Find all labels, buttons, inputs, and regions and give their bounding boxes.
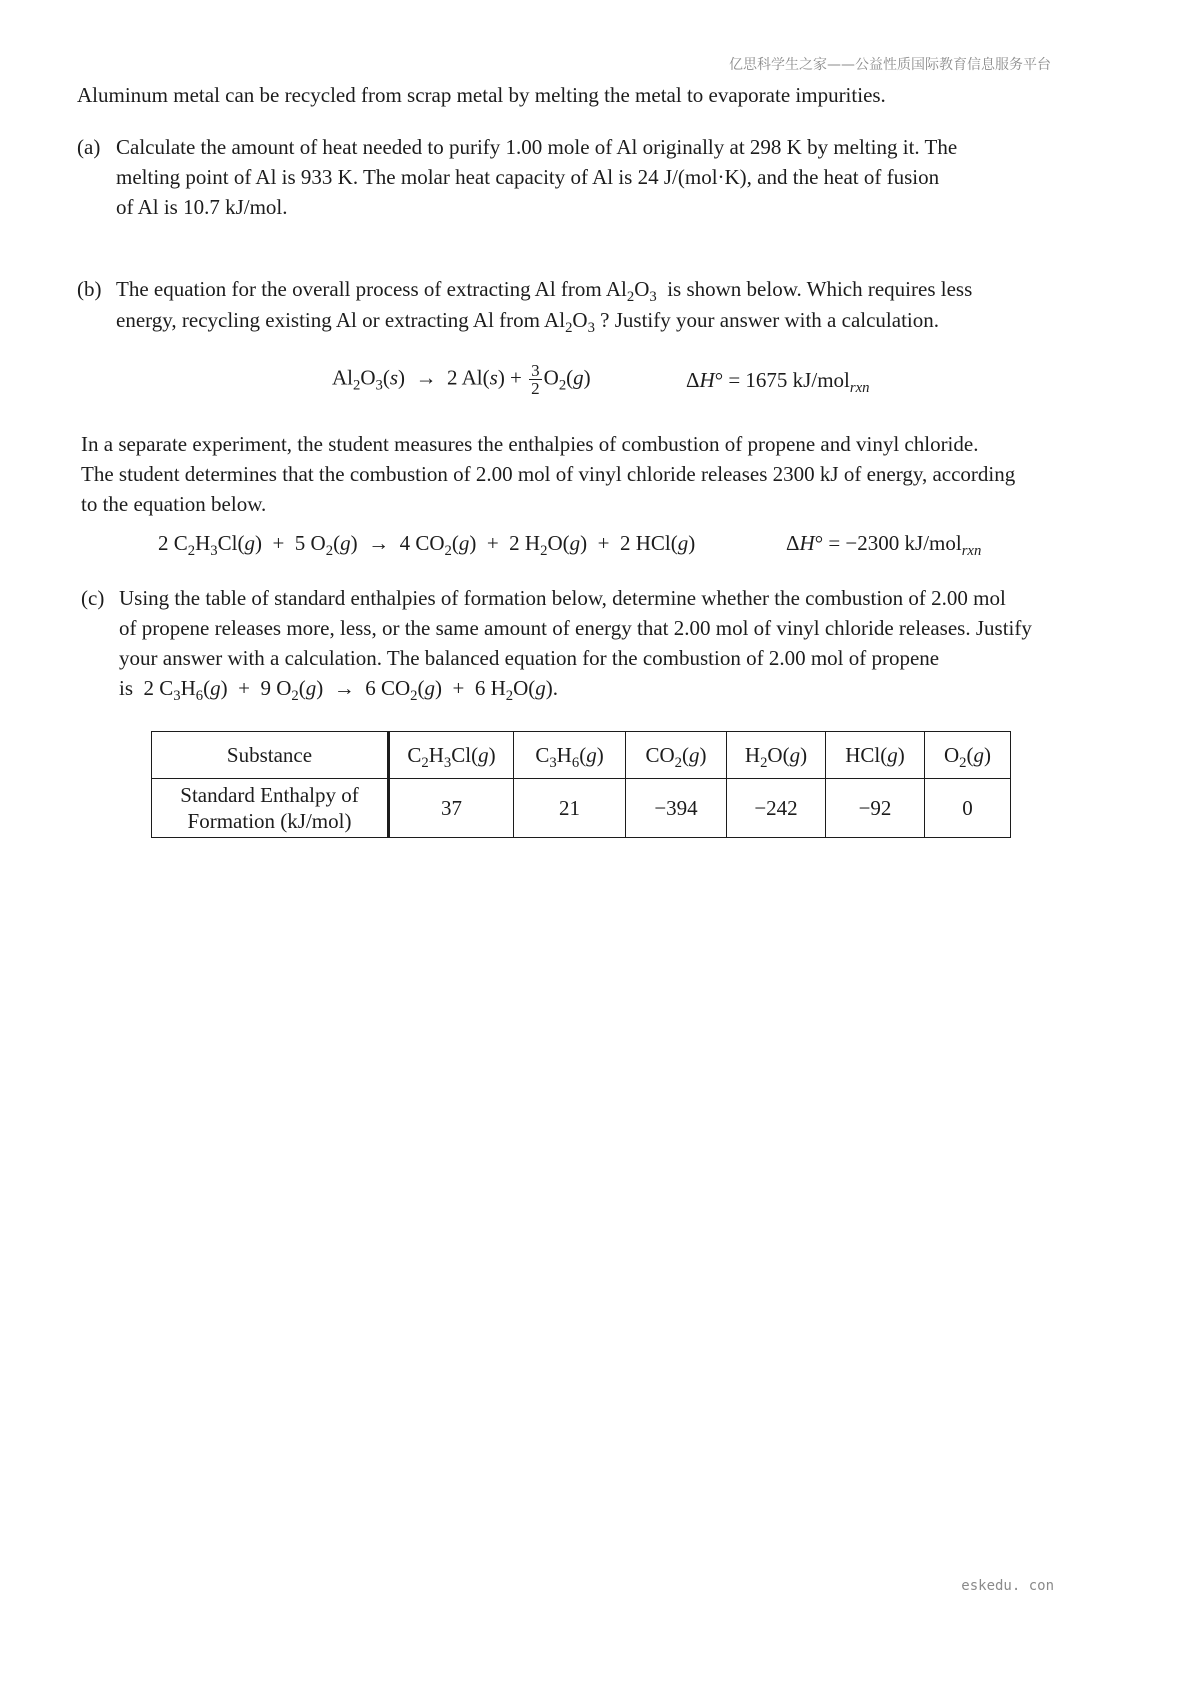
table-cell: 37 (389, 779, 514, 838)
fraction-three-halves: $\frac{3}{2}$ (531, 361, 540, 398)
enthalpy-table (151, 731, 1011, 838)
equation-vinyl-chloride: 2 $C_2H_3Cl(g) + 5$ $O_2(g) \to 4$ $CO_2(g) + 2$ $H_2O(g) + 2$ HCl(g) (158, 531, 696, 560)
part-a-line-3: of Al is 10.7 kJ/mol. (116, 195, 288, 219)
part-a-line-2: melting point of Al is 933 K. The molar heat capacity of Al is 24 J/(mol·K), and the heat of fusion (116, 165, 940, 189)
equation-vinyl-chloride-enthalpy: ΔH° = −2300 kJ/mol$_{rxn}$ (786, 531, 982, 560)
separate-line-3: to the equation below. (81, 492, 267, 516)
table-header-h2o: $H_2O(g)$ (727, 732, 826, 779)
part-b-line-2: energy, recycling existing Al or extracting Al from $Al_2O_3$ ? Justify your answer with a calculation. (116, 308, 939, 337)
part-a-label: (a) (77, 135, 101, 159)
table-cell: 0 (925, 779, 1011, 838)
part-b-label: (b) (77, 277, 102, 301)
part-c-line-1: Using the table of standard enthalpies of formation below, determine whether the combustion of 2.00 mol (119, 586, 1006, 610)
equation-alumina-enthalpy: ΔH° = 1675 kJ/mol$_{rxn}$ (686, 368, 870, 397)
separate-line-2: The student determines that the combustion of 2.00 mol of vinyl chloride releases 2300 kJ of energy, according (81, 462, 1016, 486)
part-a-line-1: Calculate the amount of heat needed to purify 1.00 mole of Al originally at 298 K by melting it. The (116, 135, 958, 159)
part-b-line-1: The equation for the overall process of extracting Al from $Al_2O_3$ is shown below. Which requires less (116, 277, 973, 306)
separate-line-1: In a separate experiment, the student measures the enthalpies of combustion of propene and vinyl chloride. (81, 432, 979, 456)
table-header-co2: $CO_2(g)$ (626, 732, 727, 779)
part-c-label: (c) (81, 586, 105, 610)
table-header-row (152, 732, 1011, 779)
table-header-hcl: HCl(g) (826, 732, 925, 779)
watermark: 亿思科学生之家——公益性质国际教育信息服务平台 (729, 57, 1051, 73)
equation-alumina: $Al_2O_3(s) \to 2$ Al(s) + $\frac{3}{2}$ $O_2(g)$ (332, 361, 591, 398)
table-cell: −92 (826, 779, 925, 838)
table-header-label: Substance (152, 732, 389, 779)
table-row-label: Standard Enthalpy of Formation (kJ/mol) (152, 779, 389, 838)
intro-text: Aluminum metal can be recycled from scrap metal by melting the metal to evaporate impurities. (77, 83, 886, 107)
table-header-propene: $C_3H_6(g)$ (514, 732, 626, 779)
table-cell: −394 (626, 779, 727, 838)
table-row (152, 779, 1011, 838)
part-c-line-2: of propene releases more, less, or the same amount of energy that 2.00 mol of vinyl chloride releases. Justify (119, 616, 1032, 640)
table-cell: −242 (727, 779, 826, 838)
part-c-line-3: your answer with a calculation. The balanced equation for the combustion of 2.00 mol of propene (119, 646, 940, 670)
table-header-o2: $O_2(g)$ (925, 732, 1011, 779)
part-c-line-4: is 2 $C_3H_6(g) + 9$ $O_2(g) \to 6$ $CO_2(g) + 6$ $H_2O(g)$. (119, 676, 559, 705)
footer-site: eskedu. con (961, 1578, 1054, 1594)
table-cell: 21 (514, 779, 626, 838)
table-header-vinyl-chloride: $C_2H_3Cl(g)$ (389, 732, 514, 779)
